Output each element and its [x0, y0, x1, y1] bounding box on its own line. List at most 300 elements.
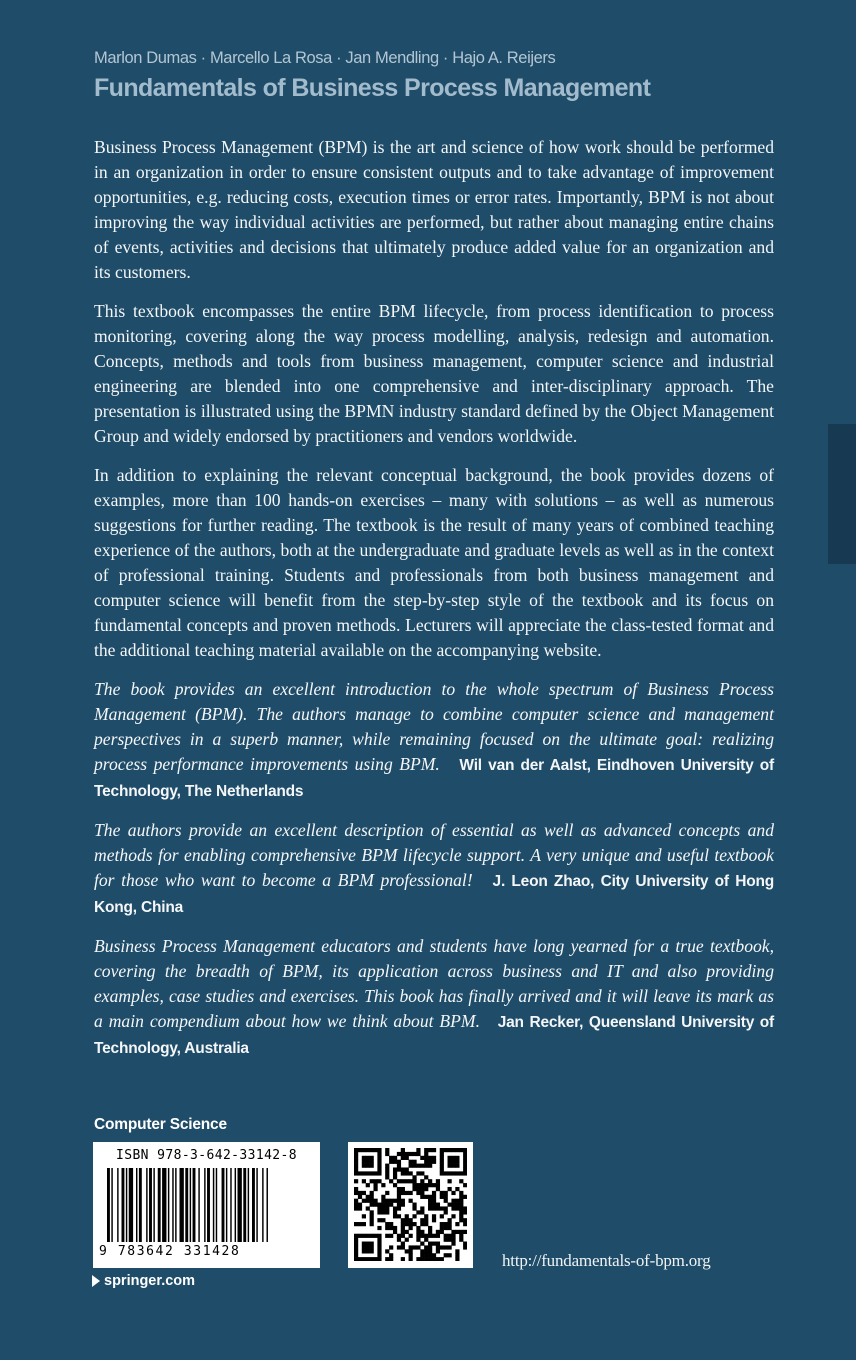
qr-module: [455, 1164, 459, 1168]
qr-module: [370, 1245, 374, 1249]
qr-module: [459, 1230, 463, 1234]
qr-module: [373, 1171, 377, 1175]
qr-module: [428, 1195, 432, 1199]
qr-module: [432, 1242, 436, 1246]
qr-module: [420, 1222, 424, 1226]
qr-module: [428, 1164, 432, 1168]
qr-module: [463, 1164, 467, 1168]
qr-module: [405, 1191, 409, 1195]
qr-module: [377, 1226, 381, 1230]
qr-module: [393, 1183, 397, 1187]
qr-module: [409, 1171, 413, 1175]
qr-module: [416, 1148, 420, 1152]
quote-text: The book provides an excellent introduction to the whole spectrum of Business Process Management (BPM). The authors manage to combine computer science and management perspectives in a superb manner, while remaining focused on the ultimate goal: realizing process performance improvements using BPM.: [94, 679, 774, 774]
qr-module: [412, 1164, 416, 1168]
qr-module: [362, 1171, 366, 1175]
qr-module: [366, 1206, 370, 1210]
qr-module: [377, 1160, 381, 1164]
qr-module: [436, 1242, 440, 1246]
qr-module: [354, 1156, 358, 1160]
qr-module: [385, 1199, 389, 1203]
qr-module: [459, 1210, 463, 1214]
qr-module: [397, 1245, 401, 1249]
qr-module: [444, 1238, 448, 1242]
qr-module: [440, 1230, 444, 1234]
barcode-bar: [129, 1168, 133, 1242]
qr-module: [370, 1164, 374, 1168]
qr-module: [424, 1234, 428, 1238]
qr-module: [370, 1257, 374, 1261]
qr-module: [440, 1222, 444, 1226]
endorsement-quote: [94, 934, 774, 1061]
qr-module: [432, 1214, 436, 1218]
qr-module: [377, 1210, 381, 1214]
qr-module: [416, 1230, 420, 1234]
barcode-bar: [235, 1168, 236, 1242]
qr-module: [448, 1148, 452, 1152]
qr-module: [420, 1164, 424, 1168]
qr-module: [362, 1199, 366, 1203]
qr-module: [370, 1148, 374, 1152]
qr-module: [354, 1152, 358, 1156]
qr-module: [463, 1167, 467, 1171]
qr-module: [416, 1183, 420, 1187]
qr-module: [366, 1183, 370, 1187]
qr-module: [393, 1206, 397, 1210]
qr-module: [362, 1191, 366, 1195]
qr-module: [397, 1152, 401, 1156]
qr-module: [448, 1218, 452, 1222]
qr-module: [397, 1164, 401, 1168]
qr-module: [448, 1160, 452, 1164]
qr-module: [385, 1167, 389, 1171]
qr-module: [409, 1152, 413, 1156]
qr-module: [424, 1249, 428, 1253]
qr-module: [370, 1156, 374, 1160]
qr-module: [393, 1214, 397, 1218]
qr-module: [428, 1156, 432, 1160]
qr-module: [436, 1245, 440, 1249]
qr-module: [377, 1257, 381, 1261]
qr-module: [455, 1230, 459, 1234]
qr-module: [354, 1191, 358, 1195]
qr-module: [381, 1218, 385, 1222]
qr-module: [358, 1257, 362, 1261]
qr-module: [420, 1156, 424, 1160]
qr-module: [420, 1187, 424, 1191]
qr-module: [416, 1187, 420, 1191]
qr-module: [377, 1171, 381, 1175]
qr-module: [463, 1160, 467, 1164]
qr-module: [358, 1234, 362, 1238]
qr-module: [440, 1195, 444, 1199]
qr-module: [405, 1156, 409, 1160]
qr-module: [397, 1160, 401, 1164]
qr-module: [412, 1175, 416, 1179]
qr-module: [444, 1245, 448, 1249]
qr-module: [362, 1179, 366, 1183]
qr-module: [424, 1214, 428, 1218]
qr-module: [373, 1187, 377, 1191]
qr-module: [440, 1152, 444, 1156]
qr-module: [451, 1199, 455, 1203]
publisher-link[interactable]: [92, 1273, 195, 1289]
qr-module: [416, 1245, 420, 1249]
barcode-bar: [139, 1168, 142, 1242]
qr-module: [432, 1183, 436, 1187]
qr-module: [463, 1206, 467, 1210]
qr-module: [436, 1179, 440, 1183]
qr-module: [428, 1148, 432, 1152]
qr-module: [377, 1148, 381, 1152]
qr-module: [358, 1206, 362, 1210]
blurb-paragraph: This textbook encompasses the entire BPM lifecycle, from process identification to process monitoring, covering along the way process modelling, analysis, redesign and automation. Concepts, methods and tools from business management, computer science and industrial engineering are blended into one comprehensive and inter-disciplinary approach. The presentation is illustrated using the BPMN industry standard defined by the Object Management Group and widely endorsed by practitioners and vendors worldwide.: [94, 301, 774, 446]
endorsement-quote: [94, 677, 774, 804]
qr-module: [412, 1152, 416, 1156]
qr-module: [385, 1257, 389, 1261]
qr-module: [455, 1148, 459, 1152]
qr-module: [451, 1148, 455, 1152]
qr-module: [358, 1191, 362, 1195]
qr-module: [409, 1234, 413, 1238]
qr-module: [432, 1257, 436, 1261]
qr-module: [377, 1242, 381, 1246]
quote-source: J. Leon Zhao, City University of Hong Kong, China: [94, 873, 774, 916]
book-title: Fundamentals of Business Process Management: [94, 74, 651, 102]
qr-module: [448, 1179, 452, 1183]
qr-module: [377, 1245, 381, 1249]
qr-module: [463, 1222, 467, 1226]
qr-module: [459, 1195, 463, 1199]
qr-module: [424, 1245, 428, 1249]
qr-module: [420, 1242, 424, 1246]
qr-module: [432, 1206, 436, 1210]
qr-module: [366, 1156, 370, 1160]
qr-module: [448, 1245, 452, 1249]
qr-module: [370, 1203, 374, 1207]
qr-module: [401, 1222, 405, 1226]
barcode-bar: [185, 1168, 188, 1242]
qr-module: [428, 1242, 432, 1246]
qr-module: [385, 1210, 389, 1214]
qr-module: [362, 1214, 366, 1218]
qr-module: [409, 1218, 413, 1222]
qr-module: [397, 1179, 401, 1183]
qr-module: [409, 1226, 413, 1230]
qr-module: [401, 1234, 405, 1238]
qr-module: [451, 1238, 455, 1242]
qr-module: [444, 1171, 448, 1175]
qr-module: [397, 1167, 401, 1171]
qr-module: [448, 1203, 452, 1207]
qr-module: [459, 1148, 463, 1152]
qr-module: [455, 1249, 459, 1253]
qr-module: [389, 1156, 393, 1160]
quote-text: The authors provide an excellent description of essential as well as advanced concepts and methods for enabling comprehensive BPM lifecycle support. A very unique and useful textbook for those who want to become a BPM professional!: [94, 820, 774, 890]
qr-module: [401, 1245, 405, 1249]
qr-module: [354, 1164, 358, 1168]
qr-module: [416, 1234, 420, 1238]
qr-module: [370, 1191, 374, 1195]
qr-module: [448, 1187, 452, 1191]
qr-module: [366, 1148, 370, 1152]
barcode-bar: [252, 1168, 255, 1242]
qr-module: [448, 1222, 452, 1226]
qr-code-icon: [354, 1148, 467, 1261]
barcode-bar: [198, 1168, 199, 1242]
qr-module: [424, 1257, 428, 1261]
subject-category: Computer Science: [94, 1116, 227, 1133]
qr-module: [444, 1226, 448, 1230]
qr-module: [354, 1206, 358, 1210]
qr-module: [377, 1156, 381, 1160]
qr-module: [428, 1199, 432, 1203]
qr-module: [393, 1226, 397, 1230]
qr-module: [420, 1234, 424, 1238]
qr-module: [459, 1179, 463, 1183]
barcode-bar: [262, 1168, 263, 1242]
qr-module: [373, 1199, 377, 1203]
website-link[interactable]: http://fundamentals-of-bpm.org: [502, 1251, 711, 1270]
qr-module: [451, 1191, 455, 1195]
qr-module: [405, 1152, 409, 1156]
qr-module: [397, 1238, 401, 1242]
qr-module: [362, 1234, 366, 1238]
qr-module: [354, 1199, 358, 1203]
qr-module: [362, 1242, 366, 1246]
qr-module: [440, 1245, 444, 1249]
qr-module: [420, 1230, 424, 1234]
qr-module: [416, 1152, 420, 1156]
qr-module: [436, 1206, 440, 1210]
qr-module: [459, 1171, 463, 1175]
qr-module: [393, 1230, 397, 1234]
qr-module: [416, 1226, 420, 1230]
qr-module: [428, 1230, 432, 1234]
qr-module: [389, 1222, 393, 1226]
qr-module: [444, 1191, 448, 1195]
qr-module: [440, 1148, 444, 1152]
qr-module: [354, 1160, 358, 1164]
qr-module: [420, 1195, 424, 1199]
qr-module: [428, 1253, 432, 1257]
qr-module: [451, 1203, 455, 1207]
qr-module: [377, 1167, 381, 1171]
qr-module: [416, 1191, 420, 1195]
qr-module: [455, 1199, 459, 1203]
barcode-bar: [256, 1168, 257, 1242]
qr-module: [393, 1171, 397, 1175]
qr-module: [385, 1226, 389, 1230]
qr-module: [362, 1222, 366, 1226]
qr-module: [401, 1242, 405, 1246]
qr-module: [455, 1206, 459, 1210]
ean-digits: 9 783642 331428: [99, 1244, 241, 1259]
qr-module: [377, 1206, 381, 1210]
qr-module: [370, 1218, 374, 1222]
qr-module: [377, 1253, 381, 1257]
qr-module: [448, 1253, 452, 1257]
qr-module: [428, 1183, 432, 1187]
qr-module: [385, 1164, 389, 1168]
qr-module: [432, 1203, 436, 1207]
authors-line: Marlon Dumas · Marcello La Rosa · Jan Mendling · Hajo A. Reijers: [94, 49, 556, 67]
qr-module: [354, 1238, 358, 1242]
barcode-bar: [213, 1168, 214, 1242]
qr-module: [397, 1191, 401, 1195]
qr-module: [385, 1203, 389, 1207]
qr-module: [397, 1234, 401, 1238]
qr-module: [370, 1171, 374, 1175]
qr-module: [412, 1183, 416, 1187]
qr-module: [451, 1230, 455, 1234]
qr-module: [424, 1187, 428, 1191]
qr-module: [393, 1175, 397, 1179]
qr-module: [416, 1164, 420, 1168]
barcode-bar: [230, 1168, 231, 1242]
endorsement-quote: [94, 818, 774, 920]
qr-module: [354, 1257, 358, 1261]
qr-module: [436, 1230, 440, 1234]
qr-module: [432, 1234, 436, 1238]
qr-module: [451, 1214, 455, 1218]
qr-module: [451, 1206, 455, 1210]
qr-module: [405, 1214, 409, 1218]
barcode-bar: [162, 1168, 166, 1242]
qr-module: [440, 1167, 444, 1171]
qr-module: [444, 1195, 448, 1199]
barcode-bar: [149, 1168, 152, 1242]
barcode-bar: [216, 1168, 217, 1242]
qr-module: [448, 1156, 452, 1160]
qr-module: [409, 1179, 413, 1183]
qr-module: [401, 1156, 405, 1160]
qr-module: [424, 1238, 428, 1242]
qr-module: [377, 1249, 381, 1253]
barcode-bar: [136, 1168, 137, 1242]
qr-module: [428, 1245, 432, 1249]
qr-module: [405, 1238, 409, 1242]
qr-module: [377, 1234, 381, 1238]
qr-module: [424, 1148, 428, 1152]
qr-module: [385, 1152, 389, 1156]
qr-module: [428, 1257, 432, 1261]
qr-module: [366, 1249, 370, 1253]
qr-module: [401, 1191, 405, 1195]
qr-module: [405, 1230, 409, 1234]
barcode-bar: [207, 1168, 210, 1242]
qr-module: [440, 1156, 444, 1160]
qr-module: [393, 1156, 397, 1160]
qr-module: [389, 1199, 393, 1203]
qr-module: [405, 1171, 409, 1175]
qr-module: [428, 1160, 432, 1164]
qr-module: [397, 1199, 401, 1203]
qr-module: [362, 1148, 366, 1152]
qr-module: [440, 1257, 444, 1261]
qr-module: [428, 1249, 432, 1253]
barcode-bar: [158, 1168, 161, 1242]
qr-module: [397, 1206, 401, 1210]
qr-module: [377, 1203, 381, 1207]
blurb: [94, 135, 774, 1075]
qr-module: [459, 1234, 463, 1238]
qr-module: [432, 1253, 436, 1257]
qr-module: [370, 1234, 374, 1238]
qr-module: [432, 1148, 436, 1152]
qr-module: [412, 1187, 416, 1191]
qr-module: [393, 1160, 397, 1164]
qr-module: [409, 1222, 413, 1226]
qr-module: [366, 1160, 370, 1164]
qr-module: [424, 1164, 428, 1168]
qr-module: [354, 1222, 358, 1226]
qr-module: [385, 1234, 389, 1238]
qr-module: [409, 1257, 413, 1261]
qr-module: [389, 1234, 393, 1238]
qr-module: [370, 1195, 374, 1199]
qr-module: [377, 1164, 381, 1168]
qr-module: [401, 1179, 405, 1183]
qr-module: [370, 1199, 374, 1203]
qr-module: [432, 1195, 436, 1199]
qr-module: [420, 1257, 424, 1261]
qr-module: [463, 1171, 467, 1175]
qr-module: [358, 1222, 362, 1226]
qr-module: [432, 1156, 436, 1160]
qr-module: [420, 1249, 424, 1253]
qr-module: [405, 1218, 409, 1222]
qr-module: [393, 1199, 397, 1203]
qr-module: [358, 1195, 362, 1199]
qr-module: [455, 1187, 459, 1191]
blurb-paragraph: Business Process Management (BPM) is the art and science of how work should be performed in an organization in order to ensure consistent outputs and to take advantage of improvement opportunities, e.g. reducing costs, execution times or error rates. Importantly, BPM is not about improving the way individual activities are performed, but rather about managing entire chains of events, activities and decisions that ultimately produce added value for an organization and its customers.: [94, 137, 774, 282]
qr-module: [389, 1245, 393, 1249]
barcode-bar: [193, 1168, 196, 1242]
barcode-bar: [111, 1168, 112, 1242]
qr-module: [401, 1226, 405, 1230]
qr-module: [432, 1218, 436, 1222]
qr-module: [401, 1148, 405, 1152]
qr-module: [412, 1206, 416, 1210]
qr-module: [448, 1238, 452, 1242]
qr-module: [412, 1179, 416, 1183]
qr-module: [366, 1195, 370, 1199]
qr-module: [397, 1187, 401, 1191]
qr-module: [444, 1206, 448, 1210]
qr-module: [455, 1222, 459, 1226]
qr-module: [440, 1191, 444, 1195]
qr-module: [358, 1148, 362, 1152]
qr-module: [424, 1253, 428, 1257]
qr-module: [385, 1191, 389, 1195]
qr-module: [444, 1222, 448, 1226]
qr-module: [362, 1156, 366, 1160]
qr-module: [455, 1160, 459, 1164]
qr-module: [412, 1245, 416, 1249]
qr-module: [389, 1226, 393, 1230]
qr-module: [366, 1164, 370, 1168]
qr-module: [385, 1206, 389, 1210]
qr-module: [451, 1164, 455, 1168]
arrow-right-icon: [92, 1275, 100, 1287]
qr-module: [432, 1191, 436, 1195]
qr-code[interactable]: [348, 1142, 473, 1268]
barcode-bar: [107, 1168, 110, 1242]
barcode-bar: [238, 1168, 242, 1242]
qr-module: [401, 1218, 405, 1222]
qr-module: [373, 1257, 377, 1261]
